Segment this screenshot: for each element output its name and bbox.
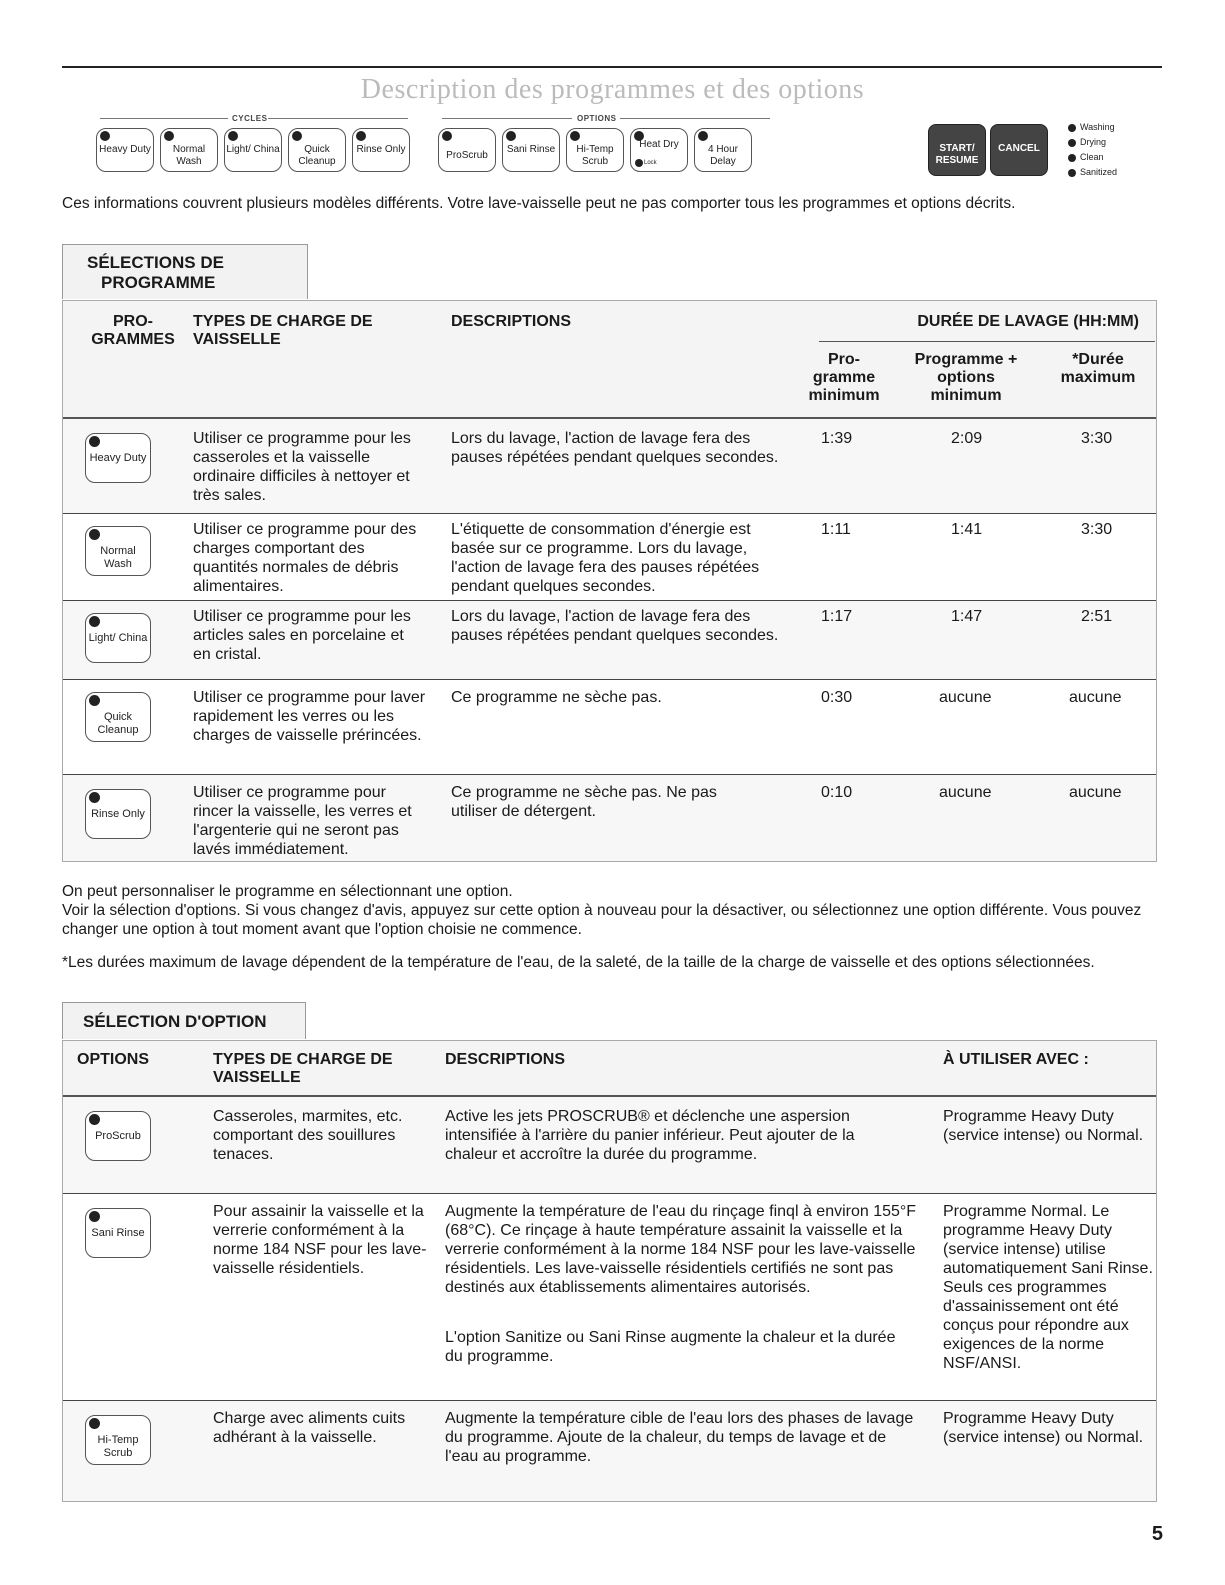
mid-text-3: *Les durées maximum de lavage dépendent de la température de l'eau, de la saleté, de la taille de la charge de vaisselle et des options sélectionnées. bbox=[62, 954, 1095, 971]
page-number: 5 bbox=[1151, 1523, 1163, 1545]
rinse-only-button: Rinse Only bbox=[352, 128, 410, 172]
rinse-only-icon: Rinse Only bbox=[85, 789, 151, 839]
delay-button: 4 Hour Delay bbox=[694, 128, 752, 172]
proscrub-button: ProScrub bbox=[438, 128, 496, 172]
hi-temp-scrub-button: Hi-Temp Scrub bbox=[566, 128, 624, 172]
option-row-hi-temp-scrub: Hi-Temp Scrub Charge avec aliments cuits adhérant à la vaisselle. Augmente la température cible de l'eau lors des phases de lavage du programme. Ajoute de la chaleur, du temps de lavage et de l'eau au programme. Programme Heavy Duty (service intense) ou Normal. bbox=[63, 1401, 1156, 1501]
top-rule bbox=[62, 66, 1162, 68]
heavy-duty-button: Heavy Duty bbox=[96, 128, 154, 172]
status-clean: Clean bbox=[1068, 152, 1104, 162]
status-sanitized: Sanitized bbox=[1068, 167, 1117, 177]
option-row-sani-rinse: Sani Rinse Pour assainir la vaisselle et la verrerie conformément à la norme 184 NSF pour les lave-vaisselle résidentiels. Augmente la température de l'eau du rinçage finql à environ 155°F (68°C). Ce rinçage à haute température assainit la vaisselle et la verrerie conformément à la norme 184 NSF pour les lave-vaisselle résidentiels. Les lave-vaisselle résidentiels certifiés ne sont pas destinés aux établissements alimentaires autorisés. L'option Sanitize ou Sani Rinse augmente la chaleur et la durée du programme. Programme Normal. Le programme Heavy Duty (service intense) utilise automatiquement Sani Rinse. Seuls ces programmes d'assainissement ont été conçus pour répondre aux exigences de la norme NSF/ANSI. bbox=[63, 1194, 1156, 1401]
page-title: Description des programmes et des options bbox=[360, 74, 865, 105]
heavy-duty-icon: Heavy Duty bbox=[85, 433, 151, 483]
light-china-icon: Light/ China bbox=[85, 613, 151, 663]
start-resume-button: START/ RESUME bbox=[928, 124, 986, 176]
option-table-header: OPTIONS TYPES DE CHARGE DE VAISSELLE DESCRIPTIONS À UTILISER AVEC : bbox=[63, 1041, 1156, 1097]
option-table bbox=[62, 1040, 1157, 1502]
option-row-proscrub: ProScrub Casseroles, marmites, etc. comportant des souillures tenaces. Active les jets PROSCRUB® et déclenche une aspersion intensifiée à l'arrière du panier inférieur. Peut ajouter de la chaleur et accroître la durée du programme. Programme Heavy Duty (service intense) ou Normal. bbox=[63, 1097, 1156, 1194]
sani-rinse-button: Sani Rinse bbox=[502, 128, 560, 172]
proscrub-icon: ProScrub bbox=[85, 1111, 151, 1161]
options-label: OPTIONS bbox=[577, 114, 617, 123]
programme-row-heavy-duty: Heavy Duty Utiliser ce programme pour les casseroles et la vaisselle ordinaire difficiles à nettoyer et très sales. Lors du lavage, l'action de lavage fera des pauses répétées pendant quelques secondes. 1:39 2:09 3:30 bbox=[63, 419, 1156, 514]
option-section-tab: SÉLECTION D'OPTION bbox=[62, 1002, 306, 1039]
programme-table bbox=[62, 300, 1157, 862]
status-washing: Washing bbox=[1068, 122, 1115, 132]
light-china-button: Light/ China bbox=[224, 128, 282, 172]
programme-row-normal-wash: Normal Wash Utiliser ce programme pour des charges comportant des quantités normales de débris alimentaires. L'étiquette de consommation d'énergie est basée sur ce programme. Lors du lavage, l'action de lavage fera des pauses répétées pendant quelques secondes. 1:11 1:41 3:30 bbox=[63, 514, 1156, 601]
status-drying: Drying bbox=[1068, 137, 1106, 147]
quick-cleanup-button: Quick Cleanup bbox=[288, 128, 346, 172]
programme-section-tab: SÉLECTIONS DE PROGRAMME bbox=[62, 244, 308, 299]
cancel-button: CANCEL bbox=[990, 124, 1048, 176]
programme-row-quick-cleanup: Quick Cleanup Utiliser ce programme pour laver rapidement les verres ou les charges de vaisselle prérincées. Ce programme ne sèche pas. 0:30 aucune aucune bbox=[63, 680, 1156, 775]
programme-table-header: PRO- GRAMMES TYPES DE CHARGE DE VAISSELLE DESCRIPTIONS DURÉE DE LAVAGE (HH:MM) Pro- gramme minimum Programme + options minimum *Durée maximum bbox=[63, 301, 1156, 419]
heat-dry-button: Heat Dry Lock bbox=[630, 128, 688, 172]
mid-text-1: On peut personnaliser le programme en sélectionnant une option. bbox=[62, 883, 513, 900]
mid-text-2: Voir la sélection d'options. Si vous changez d'avis, appuyez sur cette option à nouveau pour la désactiver, ou sélectionnez une option différente. Vous pouvez changer une option à tout moment avant que l'option choisie ne commence. bbox=[62, 902, 1142, 938]
sani-rinse-icon: Sani Rinse bbox=[85, 1208, 151, 1258]
normal-wash-button: Normal Wash bbox=[160, 128, 218, 172]
programme-row-light-china: Light/ China Utiliser ce programme pour les articles sales en porcelaine et en cristal. Lors du lavage, l'action de lavage fera des pauses répétées pendant quelques secondes. 1:17 1:47 2:51 bbox=[63, 601, 1156, 680]
quick-cleanup-icon: Quick Cleanup bbox=[85, 692, 151, 742]
programme-row-rinse-only: Rinse Only Utiliser ce programme pour rincer la vaisselle, les verres et l'argenterie qui ne seront pas lavés immédiatement. Ce programme ne sèche pas. Ne pas utiliser de détergent. 0:10 aucune aucune bbox=[63, 775, 1156, 861]
cycles-label: CYCLES bbox=[232, 114, 268, 123]
normal-wash-icon: Normal Wash bbox=[85, 526, 151, 576]
intro-text: Ces informations couvrent plusieurs modèles différents. Votre lave-vaisselle peut ne pas comporter tous les programmes et options décrits. bbox=[62, 195, 1016, 212]
hi-temp-scrub-icon: Hi-Temp Scrub bbox=[85, 1415, 151, 1465]
